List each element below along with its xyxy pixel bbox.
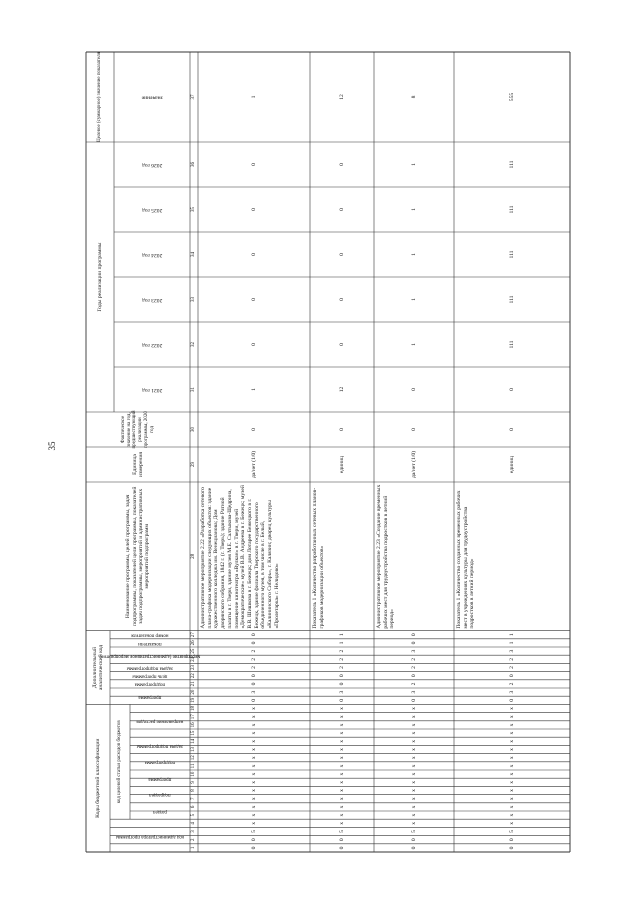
target-col-header: Целевое (суммарное) значение показателя <box>97 52 103 142</box>
row2-code-4: х <box>410 813 417 817</box>
row1-code-2: 5 <box>338 830 345 833</box>
code-col-header-0: код администратора программы <box>115 833 185 839</box>
row1-code-15: х <box>338 723 345 727</box>
row3-target: 555 <box>508 92 515 102</box>
col-number-26: 26 <box>191 640 196 646</box>
row0-code-2: 5 <box>250 830 257 833</box>
row0-analytic-6: 2 <box>250 649 257 653</box>
row3-analytic-2: 2 <box>508 682 515 686</box>
row3-analytic-0: 0 <box>508 698 515 702</box>
row3-code-4: х <box>508 813 515 817</box>
year-header-5: 2026 год <box>141 161 163 168</box>
row2-code-6: х <box>410 797 417 801</box>
col-number-33: 33 <box>191 297 196 302</box>
row3-code-17: х <box>508 707 515 710</box>
row2-name: Административное мероприятие 2.23 «Создание временных рабочих мест для трудоустройства подростков в летний период» <box>376 484 396 629</box>
row2-code-12: х <box>410 748 417 751</box>
row3-analytic-7: 1 <box>508 641 515 645</box>
row3-code-2: 5 <box>508 830 515 833</box>
row1-code-16: х <box>338 715 345 719</box>
code-col-header-4: подпрограмма <box>144 759 176 765</box>
row1-year-5: 0 <box>338 163 345 166</box>
row2-code-13: х <box>410 739 417 743</box>
row0-year-0: 1 <box>250 388 257 391</box>
row1-code-13: х <box>338 739 345 743</box>
row3-year-1: 111 <box>508 340 515 349</box>
col-number-13: 13 <box>191 747 196 753</box>
col-number-29: 29 <box>191 462 196 467</box>
row2-analytic-1: 3 <box>410 690 417 694</box>
row0-code-1: 0 <box>250 838 257 842</box>
row2-code-17: х <box>410 707 417 710</box>
row2-year-1: 1 <box>410 343 417 346</box>
row1-code-1: 0 <box>338 838 345 842</box>
row0-code-9: х <box>250 772 257 776</box>
row2-year-2: 1 <box>410 298 417 301</box>
analytic-col-header-3: задача подпрограммы <box>126 665 174 671</box>
row0-analytic-0: 0 <box>250 698 257 702</box>
row0-code-10: х <box>250 764 257 768</box>
row1-year-4: 0 <box>338 208 345 211</box>
row0-code-12: х <box>250 748 257 751</box>
row3-code-12: х <box>508 748 515 751</box>
col-number-25: 25 <box>191 648 196 654</box>
row1-analytic-1: 3 <box>338 690 345 694</box>
row3-year-2: 111 <box>508 295 515 304</box>
row2-unit: да/нет (1/0) <box>410 450 417 479</box>
row0-unit: да/нет (1/0) <box>250 450 257 479</box>
row3-code-14: х <box>508 731 515 735</box>
rotated-table-wrapper <box>86 52 570 852</box>
col-number-37: 37 <box>191 94 196 100</box>
row1-code-5: х <box>338 805 345 809</box>
row0-analytic-2: 0 <box>250 682 257 686</box>
row0-code-5: х <box>250 805 257 809</box>
col-number-6: 6 <box>191 805 196 809</box>
page-number: 35 <box>47 441 57 451</box>
row3-code-9: х <box>508 772 515 776</box>
col-number-28: 28 <box>191 553 196 559</box>
row0-year-1: 0 <box>250 343 257 346</box>
row0-year-3: 0 <box>250 253 257 256</box>
row2-code-5: х <box>410 805 417 809</box>
col-number-34: 34 <box>191 252 196 257</box>
unit-col-header: Единица измерения <box>131 452 144 477</box>
row2-year-4: 1 <box>410 208 417 211</box>
row0-code-4: х <box>250 813 257 817</box>
col-number-31: 31 <box>191 387 196 392</box>
target-sub-header: значение <box>141 94 163 101</box>
col-number-35: 35 <box>191 207 196 212</box>
col-number-18: 18 <box>191 706 196 712</box>
analytic-col-header-6: номер показателя <box>131 632 169 638</box>
col-number-14: 14 <box>191 738 196 744</box>
row3-code-3: х <box>508 821 515 825</box>
row0-analytic-4: 2 <box>250 666 257 669</box>
row2-analytic-3: 0 <box>410 674 417 678</box>
row1-year-1: 0 <box>338 343 345 346</box>
row1-code-8: х <box>338 780 345 784</box>
row1-analytic-2: 0 <box>338 682 345 686</box>
row0-fact: 0 <box>250 428 257 431</box>
budget-program-table <box>86 52 570 852</box>
row2-target: 8 <box>410 95 417 99</box>
col-number-15: 15 <box>191 730 196 736</box>
row0-code-6: х <box>250 797 257 801</box>
row0-analytic-7: 0 <box>250 641 257 645</box>
row3-code-15: х <box>508 723 515 727</box>
row2-analytic-2: 2 <box>410 682 417 686</box>
col-number-12: 12 <box>191 755 196 761</box>
row3-code-6: х <box>508 797 515 801</box>
row3-year-3: 111 <box>508 250 515 259</box>
row0-analytic-1: 3 <box>250 690 257 694</box>
row1-code-11: х <box>338 756 345 760</box>
analytic-col-header-4: мероприятие (административное мероприятие) <box>99 653 201 659</box>
row1-analytic-7: 1 <box>338 641 345 645</box>
row2-analytic-5: 2 <box>410 657 417 661</box>
row2-code-0: 0 <box>410 846 417 850</box>
row0-name: Административное мероприятие 2.22 «Разработка сетевого плана-графика модернизации следующих объектов: здание художественного колледжа им. Венецианова; Дом дворянского собрания, 1842 г. (г. Тверь); здание Ратной палаты в г. Твери, здание музея М.Е. Салтыкова-Щедрина, помещение кинотеатра «Вулкан» в г. Твери, музей «Демократические» музей В.В. Андреева в г. Бежецк; музей В.В. Шишкова в г. Бежецк; дом Лотарее Бежецкого в г. Бежецк, здание филиала Тверского государственного объединенного музея, в том числе в г. Белый, «Калининского Сибирь», г. Калязин; дворец культуры «Пролетарка» г. Нелидово» <box>200 485 280 629</box>
row1-code-10: х <box>338 764 345 768</box>
row3-code-0: 0 <box>508 846 515 850</box>
col-number-1: 1 <box>191 846 196 850</box>
row2-year-3: 1 <box>410 253 417 256</box>
row2-analytic-8: 0 <box>410 633 417 637</box>
col-number-23: 23 <box>191 665 196 671</box>
row1-fact: 0 <box>338 428 345 431</box>
row3-code-1: 0 <box>508 838 515 842</box>
col-number-17: 17 <box>191 714 196 720</box>
row2-analytic-4: 2 <box>410 666 417 669</box>
row3-unit: единиц <box>508 455 515 474</box>
code-col-header-1: раздел <box>153 808 167 814</box>
year-header-3: 2024 год <box>141 251 163 258</box>
row1-code-0: 0 <box>338 846 345 850</box>
row1-code-12: х <box>338 748 345 751</box>
col-number-10: 10 <box>191 771 196 777</box>
row1-unit: единиц <box>338 455 345 474</box>
row2-code-14: х <box>410 731 417 735</box>
row3-name: Показатель 1 «Количество созданных временных рабочих мест в учреждениях культуры для трудоустройства подростков в летний период» <box>456 490 476 629</box>
year-header-4: 2025 год <box>141 206 163 213</box>
col-number-21: 21 <box>191 681 196 687</box>
row0-code-3: х <box>250 821 257 825</box>
year-header-2: 2023 год <box>141 296 163 303</box>
row1-code-6: х <box>338 797 345 801</box>
row3-code-13: х <box>508 739 515 743</box>
row2-code-16: х <box>410 715 417 719</box>
row0-code-11: х <box>250 756 257 760</box>
row3-fact: 0 <box>508 428 515 431</box>
col-number-5: 5 <box>191 813 196 817</box>
row2-code-9: х <box>410 772 417 776</box>
col-number-16: 16 <box>191 722 196 728</box>
row1-analytic-8: 1 <box>338 633 345 637</box>
row2-code-1: 0 <box>410 838 417 842</box>
row0-analytic-5: 2 <box>250 657 257 661</box>
row1-code-9: х <box>338 772 345 776</box>
col-number-32: 32 <box>191 342 196 347</box>
col-number-7: 7 <box>191 797 196 800</box>
analytic-col-header-0: программа <box>138 694 162 700</box>
row1-analytic-0: 0 <box>338 698 345 702</box>
row3-analytic-5: 2 <box>508 657 515 661</box>
row2-code-10: х <box>410 764 417 768</box>
row1-name: Показатель 1 «Количество разработанных сетевых планов-графиков модернизации объектов» <box>312 487 325 629</box>
row3-code-5: х <box>508 805 515 809</box>
row0-code-7: х <box>250 789 257 792</box>
col-number-24: 24 <box>191 656 196 662</box>
row0-analytic-8: 0 <box>250 633 257 637</box>
row0-code-8: х <box>250 780 257 784</box>
col-number-11: 11 <box>191 763 196 769</box>
row0-year-2: 0 <box>250 298 257 301</box>
row1-analytic-5: 2 <box>338 657 345 661</box>
fact-col-header: Фактическое значение на год, предшествующий реализации программы, 2020 год <box>120 410 155 449</box>
col-number-22: 22 <box>191 673 196 679</box>
row1-analytic-6: 2 <box>338 649 345 653</box>
year-header-1: 2022 год <box>141 341 163 348</box>
row1-analytic-4: 2 <box>338 666 345 669</box>
col-number-36: 36 <box>191 162 196 167</box>
row2-year-5: 1 <box>410 163 417 166</box>
row1-code-14: х <box>338 731 345 735</box>
code-col-header-5: задача подпрограммы <box>136 743 184 749</box>
row2-code-3: х <box>410 821 417 825</box>
row0-code-16: х <box>250 715 257 719</box>
row1-code-4: х <box>338 813 345 817</box>
row0-code-13: х <box>250 739 257 743</box>
row1-year-2: 0 <box>338 298 345 301</box>
row2-code-11: х <box>410 756 417 760</box>
row2-code-2: 5 <box>410 830 417 833</box>
row3-year-4: 111 <box>508 205 515 214</box>
analytic-col-header-5: показатели <box>138 640 162 646</box>
years-title: Годы реализации программы <box>96 242 103 312</box>
row0-analytic-3: 0 <box>250 674 257 678</box>
row3-analytic-8: 1 <box>508 633 515 637</box>
row0-code-0: 0 <box>250 846 257 850</box>
row2-analytic-6: 3 <box>410 649 417 653</box>
col-number-20: 20 <box>191 689 196 695</box>
col-number-19: 19 <box>191 697 196 703</box>
row3-year-5: 111 <box>508 160 515 169</box>
col-number-27: 27 <box>191 632 196 638</box>
row3-analytic-4: 2 <box>508 666 515 669</box>
code-col-header-6: направление расходов <box>136 718 184 724</box>
row3-year-0: 0 <box>508 388 515 391</box>
row1-code-17: х <box>338 707 345 710</box>
col-number-9: 9 <box>191 781 196 784</box>
analytic-group-title: Дополнительный аналитический код <box>91 644 104 691</box>
row0-year-5: 0 <box>250 163 257 166</box>
row0-code-17: х <box>250 707 257 710</box>
codes-group-title: Коды бюджетной классификации <box>94 738 101 818</box>
row1-code-3: х <box>338 821 345 825</box>
row0-target: 1 <box>250 95 257 99</box>
col-number-2: 2 <box>191 838 196 841</box>
row3-code-7: х <box>508 789 515 792</box>
row0-year-4: 0 <box>250 208 257 211</box>
col-number-30: 30 <box>191 427 196 432</box>
name-col-header: Наименование программы, целей программы, задач подпрограммы, показателей цели программы, показателей задач подпрограммы, мероприятий и административных мероприятий подпрограмм <box>125 486 151 627</box>
row3-code-16: х <box>508 715 515 719</box>
row2-code-7: х <box>410 789 417 792</box>
row1-year-3: 0 <box>338 253 345 256</box>
col-number-4: 4 <box>191 822 196 825</box>
row1-target: 12 <box>338 94 345 100</box>
row3-code-10: х <box>508 764 515 768</box>
row3-analytic-3: 0 <box>508 674 515 678</box>
col-number-3: 3 <box>191 830 196 833</box>
row3-code-8: х <box>508 780 515 784</box>
row2-code-15: х <box>410 723 417 727</box>
year-header-0: 2021 год <box>141 386 163 393</box>
row0-code-15: х <box>250 723 257 727</box>
code-col-header-2: подраздел <box>149 792 171 798</box>
row2-analytic-7: 0 <box>410 641 417 645</box>
row3-analytic-6: 3 <box>508 649 515 653</box>
row1-year-0: 12 <box>338 386 345 393</box>
row0-code-14: х <box>250 731 257 735</box>
target-code-title: код целевой статьи расходов бюджетов <box>117 720 123 804</box>
row2-fact: 0 <box>410 428 417 431</box>
row1-analytic-3: 0 <box>338 674 345 678</box>
row3-code-11: х <box>508 756 515 760</box>
row1-code-7: х <box>338 789 345 792</box>
row2-year-0: 0 <box>410 388 417 391</box>
row2-code-8: х <box>410 780 417 784</box>
analytic-col-header-2: цель программы <box>132 673 168 679</box>
row3-analytic-1: 3 <box>508 690 515 694</box>
analytic-col-header-1: подпрограмма <box>134 681 166 687</box>
code-col-header-3: программа <box>148 776 172 782</box>
row2-analytic-0: 0 <box>410 698 417 702</box>
col-number-8: 8 <box>191 789 196 792</box>
